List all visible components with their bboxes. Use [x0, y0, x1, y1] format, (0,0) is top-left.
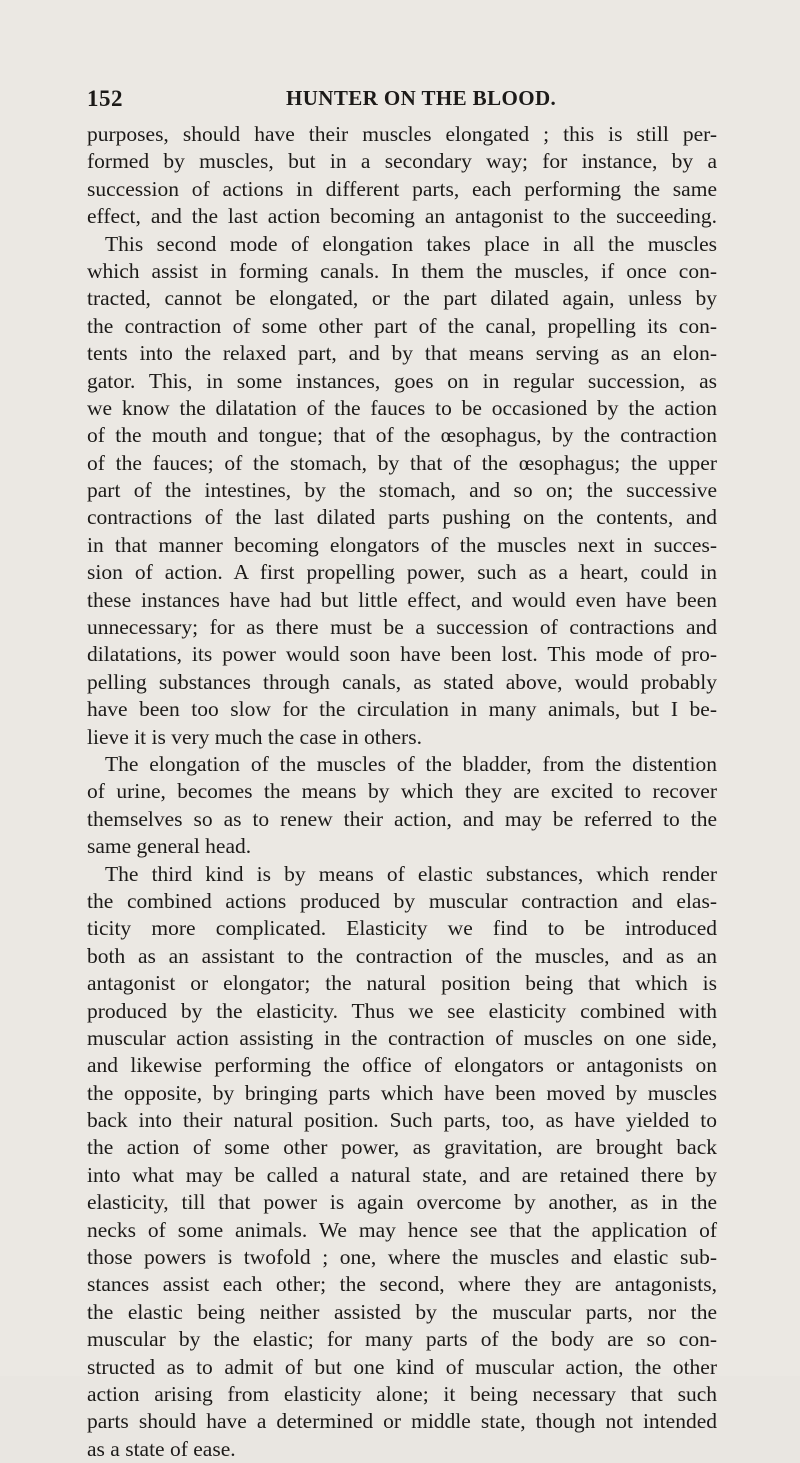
- text-line: and likewise performing the office of elongators or antagonists on: [87, 1053, 717, 1078]
- text-line: both as an assistant to the contraction of the muscles, and as an: [87, 943, 717, 968]
- text-line: sion of action. A first propelling power, such as a heart, could in: [87, 560, 717, 585]
- running-head: HUNTER ON THE BLOOD.: [286, 86, 557, 110]
- text-line: tracted, cannot be elongated, or the part dilated again, unless by: [87, 286, 717, 311]
- text-line: the contraction of some other part of the canal, propelling its con-: [87, 313, 717, 338]
- text-line: the combined actions produced by muscular contraction and elas-: [87, 888, 717, 913]
- text-line: the opposite, by bringing parts which have been moved by muscles: [87, 1080, 717, 1105]
- text-line: the action of some other power, as gravitation, are brought back: [87, 1135, 717, 1160]
- text-line: into what may be called a natural state, and are retained there by: [87, 1162, 717, 1187]
- text-line: same general head.: [87, 834, 252, 859]
- text-line: muscular by the elastic; for many parts of the body are so con-: [87, 1327, 717, 1352]
- text-line: which assist in forming canals. In them the muscles, if once con-: [87, 258, 717, 283]
- text-line: themselves so as to renew their action, and may be referred to the: [87, 806, 717, 831]
- text-line: This second mode of elongation takes place in all the muscles: [105, 231, 717, 256]
- text-line: contractions of the last dilated parts pushing on the contents, and: [87, 505, 717, 530]
- text-line: as a state of ease.: [87, 1436, 236, 1461]
- text-line: these instances have had but little effect, and would even have been: [87, 587, 717, 612]
- text-line: those powers is twofold ; one, where the muscles and elastic sub-: [87, 1245, 717, 1270]
- text-line: of the fauces; of the stomach, by that of the œsophagus; the upper: [87, 450, 717, 475]
- page-number: 152: [87, 86, 123, 111]
- body-text: [87, 121, 717, 1463]
- text-line: parts should have a determined or middle state, though not intended: [87, 1409, 717, 1434]
- page-header: [87, 86, 717, 116]
- text-line: necks of some animals. We may hence see that the application of: [87, 1217, 717, 1242]
- text-line: elasticity, till that power is again overcome by another, as in the: [87, 1190, 717, 1215]
- text-line: muscular action assisting in the contraction of muscles on one side,: [87, 1025, 717, 1050]
- text-line: part of the intestines, by the stomach, and so on; the successive: [87, 478, 717, 503]
- text-line: the elastic being neither assisted by the muscular parts, nor the: [87, 1299, 717, 1324]
- text-line: action arising from elasticity alone; it being necessary that such: [87, 1381, 717, 1406]
- text-line: structed as to admit of but one kind of muscular action, the other: [87, 1354, 717, 1379]
- text-line: dilatations, its power would soon have been lost. This mode of pro-: [87, 642, 717, 667]
- text-line: lieve it is very much the case in others.: [87, 724, 422, 749]
- text-line: in that manner becoming elongators of the muscles next in succes-: [87, 532, 717, 557]
- text-line: we know the dilatation of the fauces to be occasioned by the action: [87, 395, 717, 420]
- text-line: unnecessary; for as there must be a succession of contractions and: [87, 615, 717, 640]
- text-line: pelling substances through canals, as stated above, would probably: [87, 669, 717, 694]
- text-line: of urine, becomes the means by which they are excited to recover: [87, 779, 717, 804]
- text-line: have been too slow for the circulation in many animals, but I be-: [87, 697, 717, 722]
- text-line: of the mouth and tongue; that of the œsophagus, by the contraction: [87, 423, 717, 448]
- text-line: ticity more complicated. Elasticity we find to be introduced: [87, 916, 717, 941]
- text-line: antagonist or elongator; the natural position being that which is: [87, 971, 717, 996]
- text-line: formed by muscles, but in a secondary way; for instance, by a: [87, 149, 717, 174]
- text-line: The third kind is by means of elastic substances, which render: [105, 861, 717, 886]
- text-line: gator. This, in some instances, goes on in regular succession, as: [87, 368, 717, 393]
- text-line: produced by the elasticity. Thus we see elasticity combined with: [87, 998, 717, 1023]
- text-line: tents into the relaxed part, and by that means serving as an elon-: [87, 341, 717, 366]
- text-line: purposes, should have their muscles elongated ; this is still per-: [87, 122, 717, 146]
- text-line: effect, and the last action becoming an antagonist to the succeeding.: [87, 204, 717, 229]
- text-line: back into their natural position. Such parts, too, as have yielded to: [87, 1108, 717, 1133]
- text-line: The elongation of the muscles of the bladder, from the distention: [105, 751, 717, 776]
- text-line: stances assist each other; the second, where they are antagonists,: [87, 1272, 717, 1297]
- text-line: succession of actions in different parts, each performing the same: [87, 176, 717, 201]
